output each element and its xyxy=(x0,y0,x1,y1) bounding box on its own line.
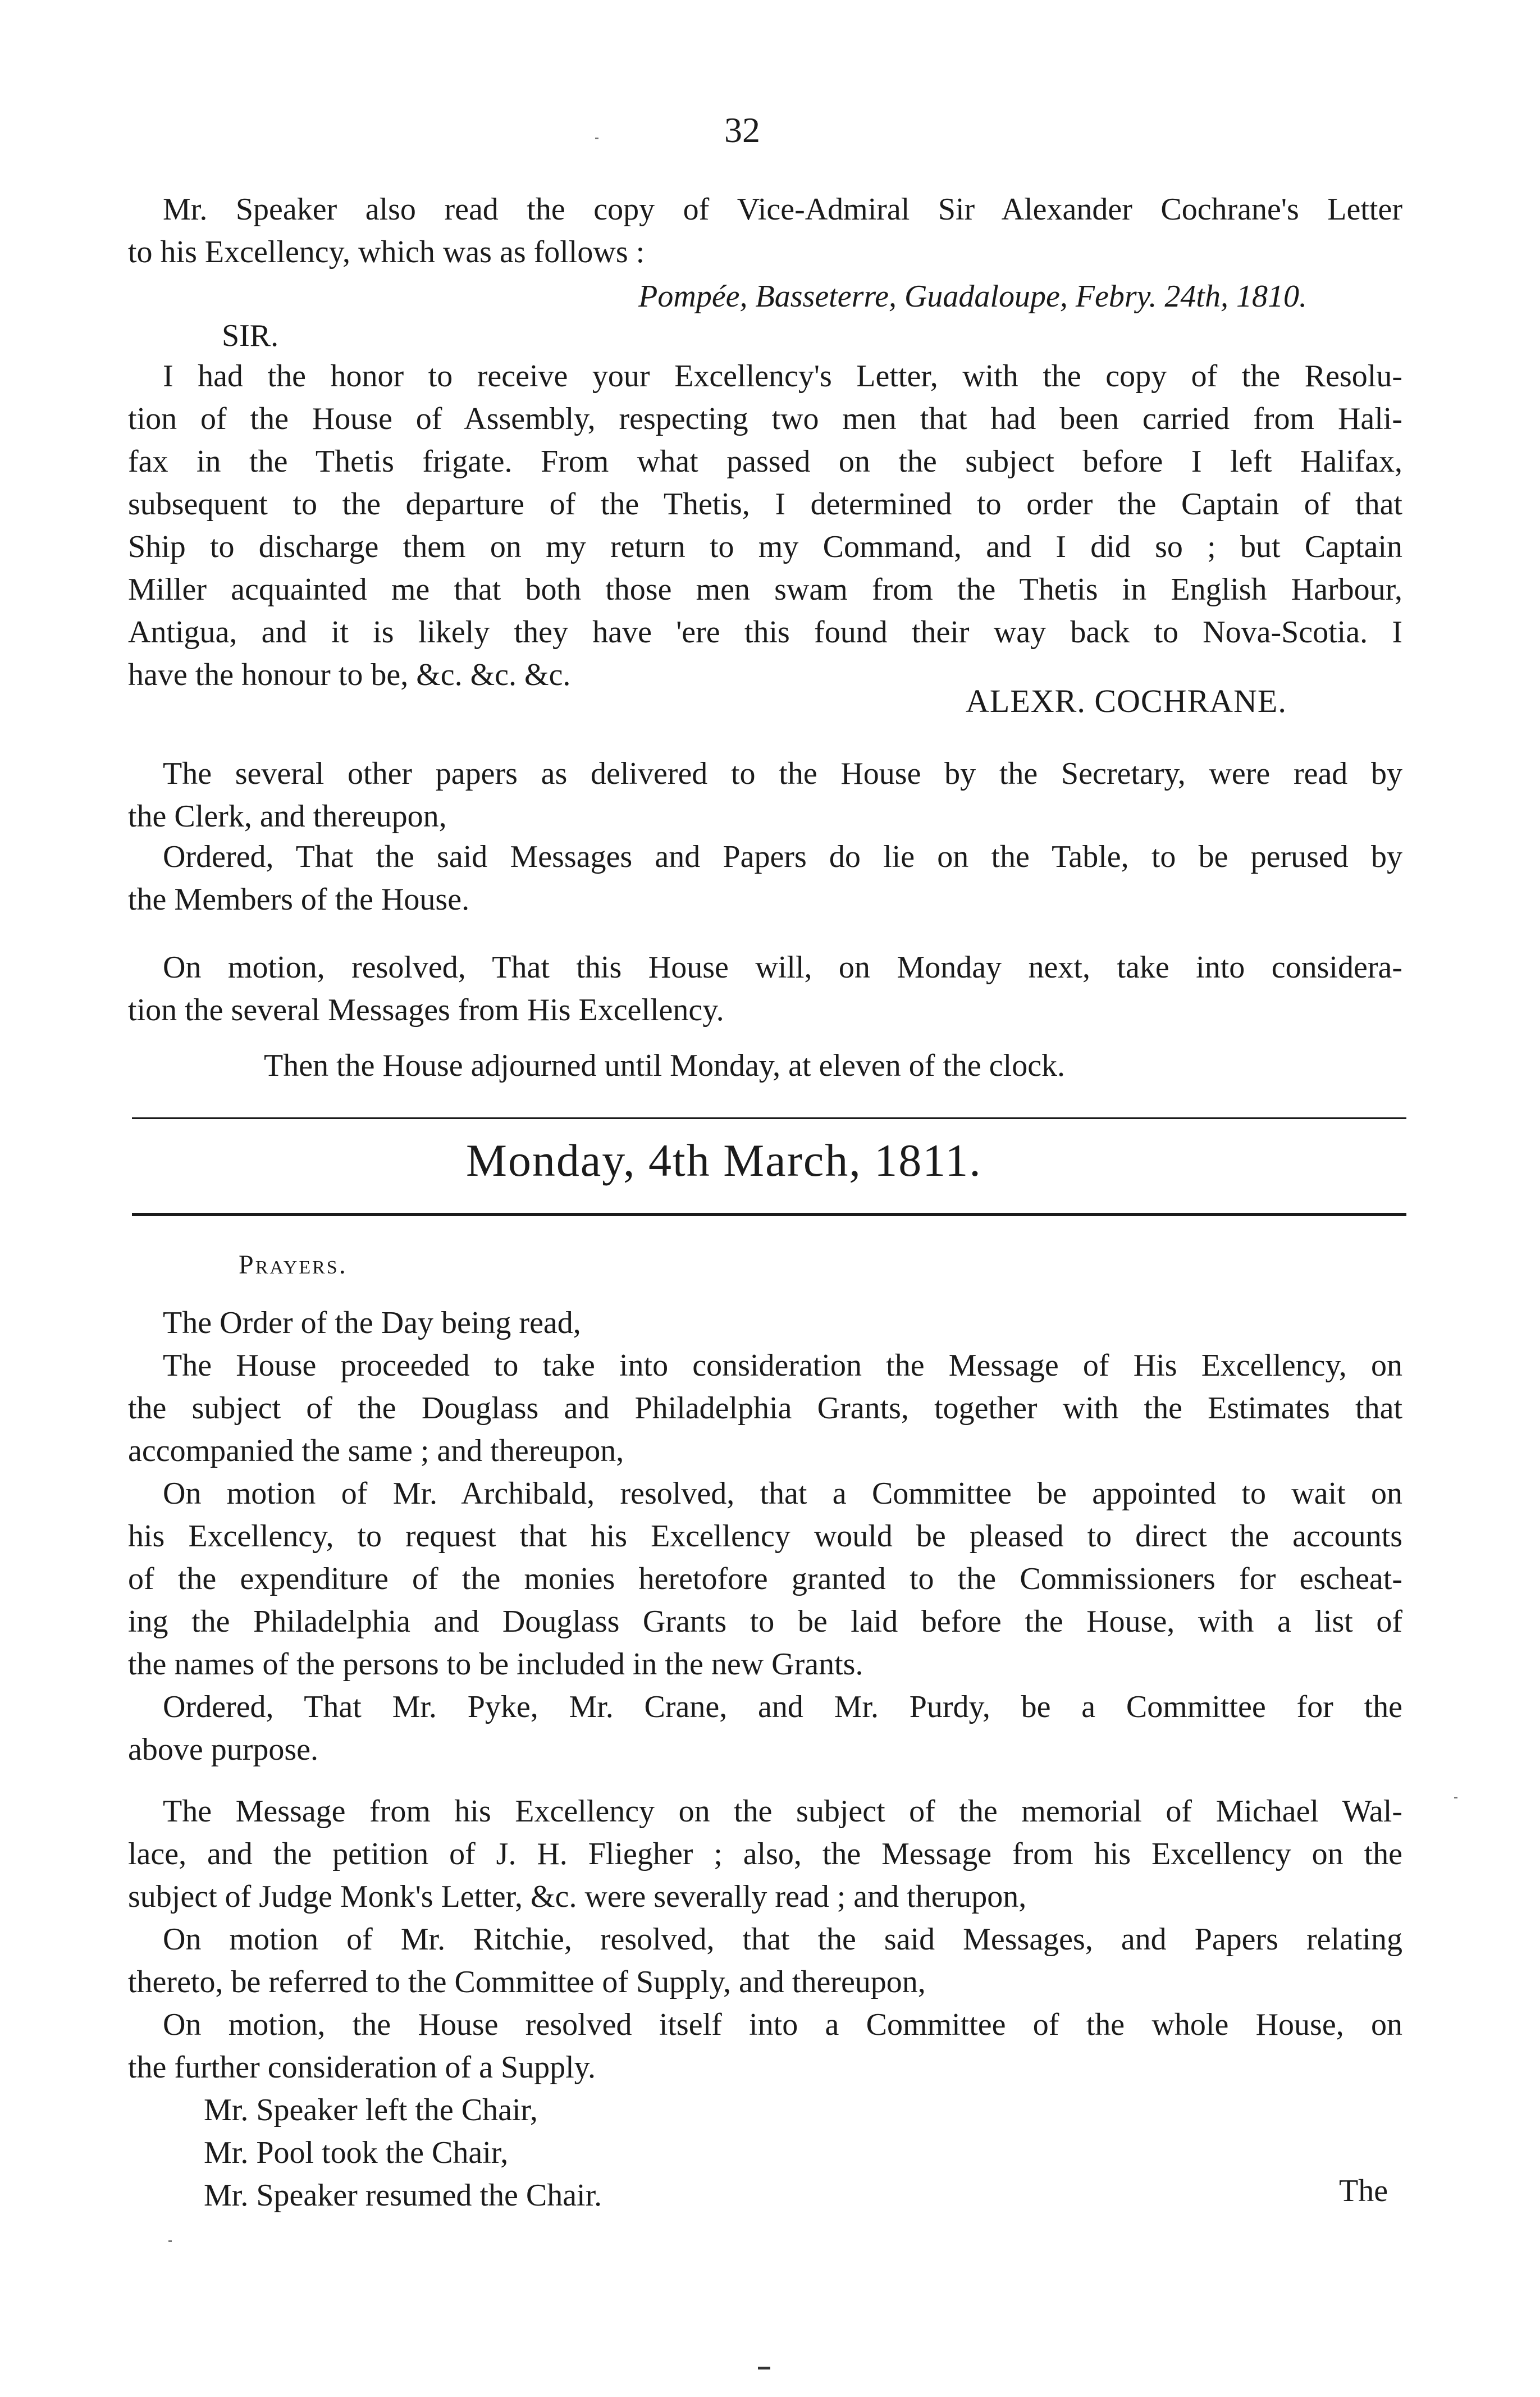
date-heading: Monday, 4th March, 1811. xyxy=(466,1135,982,1186)
text-line: I had the honor to receive your Excellency's Letter, with the copy of the Resolu- xyxy=(163,359,1402,394)
prayers-label: Prayers. xyxy=(239,1250,348,1280)
text-line: the names of the persons to be included in the new Grants. xyxy=(128,1647,863,1682)
motion-paragraph xyxy=(128,946,1402,1031)
print-speck xyxy=(595,138,598,139)
text-line: The Message from his Excellency on the subject of the memorial of Michael Wal- xyxy=(163,1794,1402,1829)
text-line: On motion, the House resolved itself into a Committee of the whole House, on xyxy=(163,2007,1402,2042)
text-line: fax in the Thetis frigate. From what passed on the subject before I left Halifax, xyxy=(128,444,1402,479)
text-line: the further consideration of a Supply. xyxy=(128,2050,596,2085)
page-number: 32 xyxy=(724,110,760,150)
text-line: his Excellency, to request that his Excellency would be pleased to direct the accounts xyxy=(128,1519,1402,1554)
text-line: Ship to discharge them on my return to my Command, and I did so ; but Captain xyxy=(128,529,1402,564)
letter-dateline: Pompée, Basseterre, Guadaloupe, Febry. 24th, 1810. xyxy=(638,279,1307,314)
text-line: of the expenditure of the monies heretofore granted to the Commissioners for escheat- xyxy=(128,1562,1402,1596)
text-line: subsequent to the departure of the Thetis, I determined to order the Captain of that xyxy=(128,487,1402,522)
letter-salutation: SIR. xyxy=(222,318,279,353)
text-line: Mr. Speaker also read the copy of Vice-Admiral Sir Alexander Cochrane's Letter xyxy=(163,192,1402,227)
print-speck xyxy=(758,2367,770,2369)
text-line: The several other papers as delivered to the House by the Secretary, were read by xyxy=(163,756,1402,791)
ordered-paragraph xyxy=(128,835,1402,921)
text-line: the Members of the House. xyxy=(128,882,470,917)
print-speck xyxy=(1454,1797,1457,1798)
print-speck xyxy=(168,2240,172,2242)
catchword: The xyxy=(1339,2174,1388,2208)
text-line: On motion of Mr. Ritchie, resolved, that the said Messages, and Papers relating xyxy=(163,1922,1402,1957)
text-line: Ordered, That the said Messages and Papers do lie on the Table, to be perused by xyxy=(163,839,1402,874)
text-line: thereto, be referred to the Committee of Supply, and thereupon, xyxy=(128,1965,926,1999)
text-line: Mr. Speaker resumed the Chair. xyxy=(204,2178,602,2213)
text-line: accompanied the same ; and thereupon, xyxy=(128,1433,624,1468)
section-rule-bottom xyxy=(132,1213,1406,1216)
letter-intro xyxy=(128,188,1402,273)
text-line: The Order of the Day being read, xyxy=(163,1305,581,1340)
letter-signature: ALEXR. COCHRANE. xyxy=(966,683,1287,719)
text-line: subject of Judge Monk's Letter, &c. were severally read ; and therupon, xyxy=(128,1879,1027,1914)
section-rule-top xyxy=(132,1117,1406,1119)
text-line: Antigua, and it is likely they have 'ere this found their way back to Nova-Scotia. I xyxy=(128,615,1402,650)
text-line: Ordered, That Mr. Pyke, Mr. Crane, and Mr. Purdy, be a Committee for the xyxy=(163,1690,1402,1724)
text-line: to his Excellency, which was as follows : xyxy=(128,235,645,270)
text-line: The House proceeded to take into consideration the Message of His Excellency, on xyxy=(163,1348,1402,1383)
text-line: Miller acquainted me that both those men swam from the Thetis in English Harbour, xyxy=(128,572,1402,607)
text-line: have the honour to be, &c. &c. &c. xyxy=(128,658,571,692)
chair-lines xyxy=(128,2089,1402,2217)
letter-body xyxy=(128,355,1402,696)
text-line: tion of the House of Assembly, respecting two men that had been carried from Hali- xyxy=(128,401,1402,436)
adjourned-line: Then the House adjourned until Monday, at eleven of the clock. xyxy=(264,1048,1066,1083)
text-line: On motion, resolved, That this House will, on Monday next, take into considera- xyxy=(163,950,1402,985)
text-line: the subject of the Douglass and Philadelphia Grants, together with the Estimates that xyxy=(128,1391,1402,1426)
monday-section-1 xyxy=(128,1302,1402,1771)
papers-paragraph xyxy=(128,752,1402,838)
text-line: above purpose. xyxy=(128,1732,319,1767)
text-line: the Clerk, and thereupon, xyxy=(128,799,447,834)
monday-section-2 xyxy=(128,1790,1402,2089)
text-line: ing the Philadelphia and Douglass Grants to be laid before the House, with a list of xyxy=(128,1604,1402,1639)
text-line: Mr. Pool took the Chair, xyxy=(204,2135,509,2170)
text-line: tion the several Messages from His Excellency. xyxy=(128,993,724,1028)
text-line: lace, and the petition of J. H. Fliegher ; also, the Message from his Excellency on the xyxy=(128,1837,1402,1871)
text-line: Mr. Speaker left the Chair, xyxy=(204,2093,538,2127)
text-line: On motion of Mr. Archibald, resolved, that a Committee be appointed to wait on xyxy=(163,1476,1402,1511)
